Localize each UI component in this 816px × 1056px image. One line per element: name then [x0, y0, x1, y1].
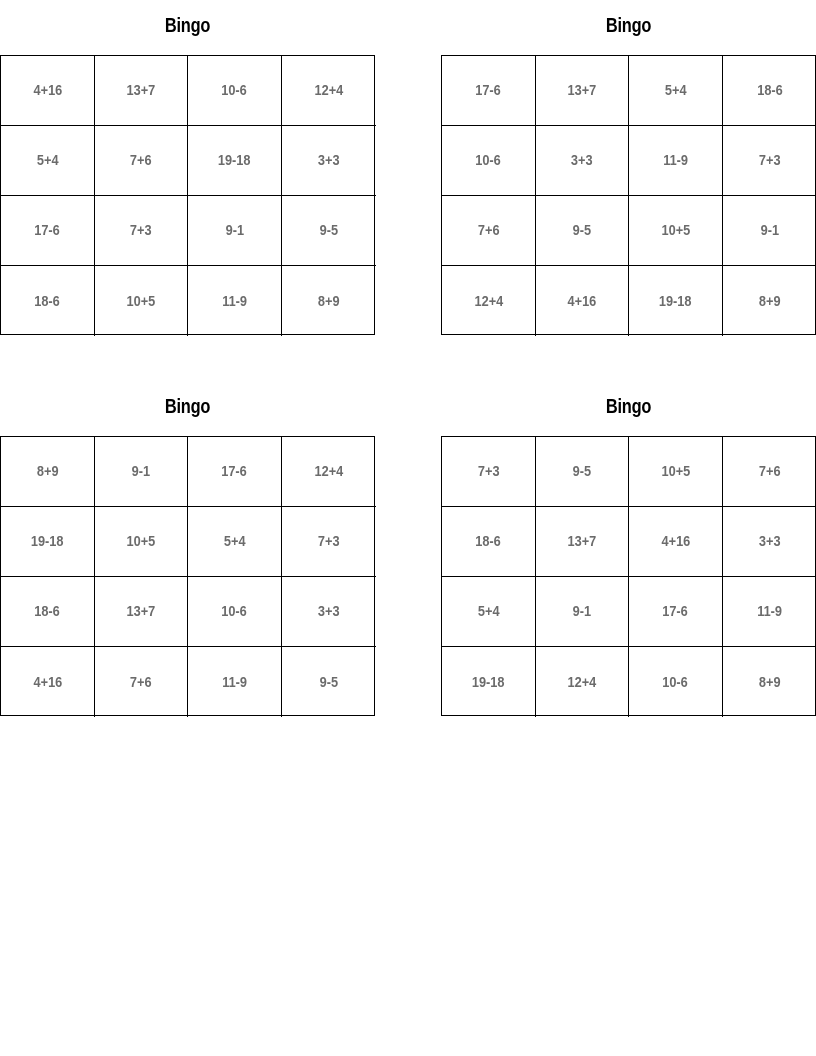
bingo-cell-expression: 10-6: [475, 152, 502, 169]
bingo-cell: [629, 507, 723, 577]
bingo-cell: [536, 647, 629, 717]
bingo-cell-expression: 10+5: [126, 292, 156, 310]
bingo-cell-expression: 19-18: [218, 152, 251, 169]
bingo-cell-expression: 5+4: [223, 533, 246, 550]
bingo-cell-expression: 4+16: [661, 533, 690, 550]
bingo-cell: [1, 577, 95, 647]
bingo-cell: [95, 437, 188, 507]
bingo-cell: [442, 577, 536, 647]
card-title: Bingo: [605, 15, 652, 37]
bingo-cell-expression: 9-1: [572, 603, 592, 620]
bingo-cell-expression: 19-18: [472, 673, 505, 691]
bingo-cell-expression: 5+4: [664, 82, 687, 99]
bingo-cell: [1, 196, 95, 266]
bingo-cell: [723, 507, 816, 577]
bingo-cell: [442, 437, 536, 507]
bingo-cell-expression: 17-6: [221, 463, 248, 480]
bingo-cell: [723, 196, 816, 266]
bingo-card-1: [0, 14, 375, 335]
bingo-cell: [188, 196, 282, 266]
bingo-grid: [441, 436, 816, 716]
bingo-cell: [282, 266, 376, 336]
bingo-cell-expression: 4+16: [33, 82, 62, 99]
bingo-cell-expression: 7+3: [318, 533, 340, 550]
bingo-cell: [629, 126, 723, 196]
bingo-cell-expression: 12+4: [314, 82, 344, 99]
card-title: Bingo: [605, 396, 652, 418]
bingo-cell-expression: 19-18: [659, 292, 692, 310]
bingo-cell: [536, 266, 629, 336]
bingo-cell: [282, 437, 376, 507]
bingo-cell-expression: 9-5: [319, 222, 339, 239]
bingo-card-4: [441, 395, 816, 716]
bingo-cell-expression: 13+7: [126, 82, 156, 99]
bingo-cell: [188, 577, 282, 647]
bingo-cell-expression: 7+3: [130, 222, 152, 239]
bingo-cell-expression: 13+7: [126, 603, 156, 620]
bingo-cell: [629, 647, 723, 717]
bingo-cell-expression: 12+4: [474, 292, 503, 310]
bingo-cell-expression: 7+6: [477, 222, 500, 239]
bingo-cell: [536, 196, 629, 266]
bingo-cell-expression: 10-6: [221, 603, 248, 620]
bingo-cell-expression: 13+7: [567, 82, 597, 99]
bingo-cell: [629, 577, 723, 647]
bingo-cell-expression: 9-5: [572, 463, 592, 480]
bingo-cell-expression: 9-1: [760, 222, 780, 239]
bingo-cell-expression: 5+4: [477, 603, 500, 620]
bingo-cell-expression: 11-9: [757, 603, 783, 620]
bingo-cell: [282, 507, 376, 577]
bingo-cell: [95, 507, 188, 577]
bingo-cell-expression: 9-5: [319, 673, 339, 691]
bingo-cell-expression: 10-6: [221, 82, 248, 99]
bingo-cell-expression: 18-6: [34, 292, 61, 310]
card-title: Bingo: [164, 396, 211, 418]
bingo-cell-expression: 5+4: [36, 152, 59, 169]
bingo-cell: [282, 126, 376, 196]
bingo-cell: [1, 126, 95, 196]
bingo-cell: [536, 56, 629, 126]
bingo-cell-expression: 7+3: [759, 152, 781, 169]
bingo-cell: [536, 126, 629, 196]
bingo-cell: [1, 56, 95, 126]
bingo-cell: [1, 507, 95, 577]
bingo-cell: [95, 647, 188, 717]
bingo-cell: [1, 266, 95, 336]
bingo-cell: [629, 56, 723, 126]
bingo-cell-expression: 11-9: [222, 292, 247, 310]
bingo-cell: [723, 266, 816, 336]
bingo-cell-expression: 7+6: [130, 152, 152, 169]
bingo-cell: [282, 647, 376, 717]
bingo-cell-expression: 9-5: [572, 222, 592, 239]
bingo-card-2: [441, 14, 816, 335]
bingo-cell-expression: 13+7: [567, 533, 597, 550]
bingo-cell-expression: 19-18: [31, 533, 64, 550]
bingo-cell-expression: 12+4: [314, 463, 344, 480]
bingo-cell-expression: 11-9: [222, 673, 247, 691]
bingo-cell: [723, 126, 816, 196]
bingo-cell: [95, 196, 188, 266]
bingo-cell: [95, 126, 188, 196]
bingo-cell: [188, 266, 282, 336]
bingo-cell: [188, 647, 282, 717]
bingo-cell-expression: 8+9: [318, 292, 340, 310]
bingo-cell-expression: 3+3: [759, 533, 781, 550]
bingo-cell-expression: 17-6: [475, 82, 502, 99]
bingo-cell: [442, 266, 536, 336]
bingo-cell-expression: 8+9: [759, 673, 781, 691]
bingo-cell: [629, 196, 723, 266]
bingo-cell-expression: 10-6: [662, 673, 689, 691]
bingo-cell: [536, 437, 629, 507]
bingo-cell: [442, 507, 536, 577]
bingo-cell: [629, 266, 723, 336]
bingo-cell-expression: 3+3: [318, 152, 340, 169]
bingo-cell: [1, 437, 95, 507]
bingo-cell-expression: 8+9: [759, 292, 781, 310]
bingo-cell: [282, 577, 376, 647]
bingo-cell-expression: 10+5: [661, 222, 690, 239]
bingo-cell-expression: 10+5: [661, 463, 690, 480]
bingo-cell: [723, 437, 816, 507]
bingo-cell-expression: 18-6: [475, 533, 502, 550]
bingo-cell-expression: 7+3: [477, 463, 500, 480]
bingo-cell: [442, 196, 536, 266]
bingo-cell-expression: 17-6: [34, 222, 61, 239]
bingo-cell-expression: 3+3: [571, 152, 593, 169]
bingo-cell: [188, 56, 282, 126]
card-title: Bingo: [164, 15, 211, 37]
bingo-cell-expression: 9-1: [131, 463, 151, 480]
bingo-cell: [95, 266, 188, 336]
bingo-cell-expression: 3+3: [318, 603, 340, 620]
bingo-cell: [282, 196, 376, 266]
bingo-cell: [442, 56, 536, 126]
bingo-cell-expression: 8+9: [36, 463, 59, 480]
bingo-cell: [723, 56, 816, 126]
bingo-cell-expression: 11-9: [663, 152, 688, 169]
bingo-cell-expression: 7+6: [130, 673, 152, 691]
bingo-cell-expression: 4+16: [567, 292, 597, 310]
bingo-cell-expression: 7+6: [759, 463, 781, 480]
bingo-grid: [0, 436, 375, 716]
bingo-cell-expression: 12+4: [567, 673, 597, 691]
bingo-cell-expression: 17-6: [662, 603, 689, 620]
bingo-cell-expression: 4+16: [33, 673, 62, 691]
bingo-cell-expression: 18-6: [34, 603, 61, 620]
bingo-cell: [1, 647, 95, 717]
bingo-cell-expression: 18-6: [757, 82, 783, 99]
bingo-cell: [188, 126, 282, 196]
bingo-cell: [442, 647, 536, 717]
bingo-cell: [95, 577, 188, 647]
bingo-cell: [442, 126, 536, 196]
bingo-cell: [95, 56, 188, 126]
bingo-cell: [723, 577, 816, 647]
bingo-cell: [536, 577, 629, 647]
bingo-cell-expression: 10+5: [126, 533, 156, 550]
bingo-cell: [629, 437, 723, 507]
bingo-cell: [188, 437, 282, 507]
bingo-card-3: [0, 395, 375, 716]
bingo-grid: [0, 55, 375, 335]
bingo-grid: [441, 55, 816, 335]
bingo-cell: [536, 507, 629, 577]
bingo-cell-expression: 9-1: [225, 222, 244, 239]
bingo-cell: [282, 56, 376, 126]
bingo-cell: [723, 647, 816, 717]
bingo-cell: [188, 507, 282, 577]
